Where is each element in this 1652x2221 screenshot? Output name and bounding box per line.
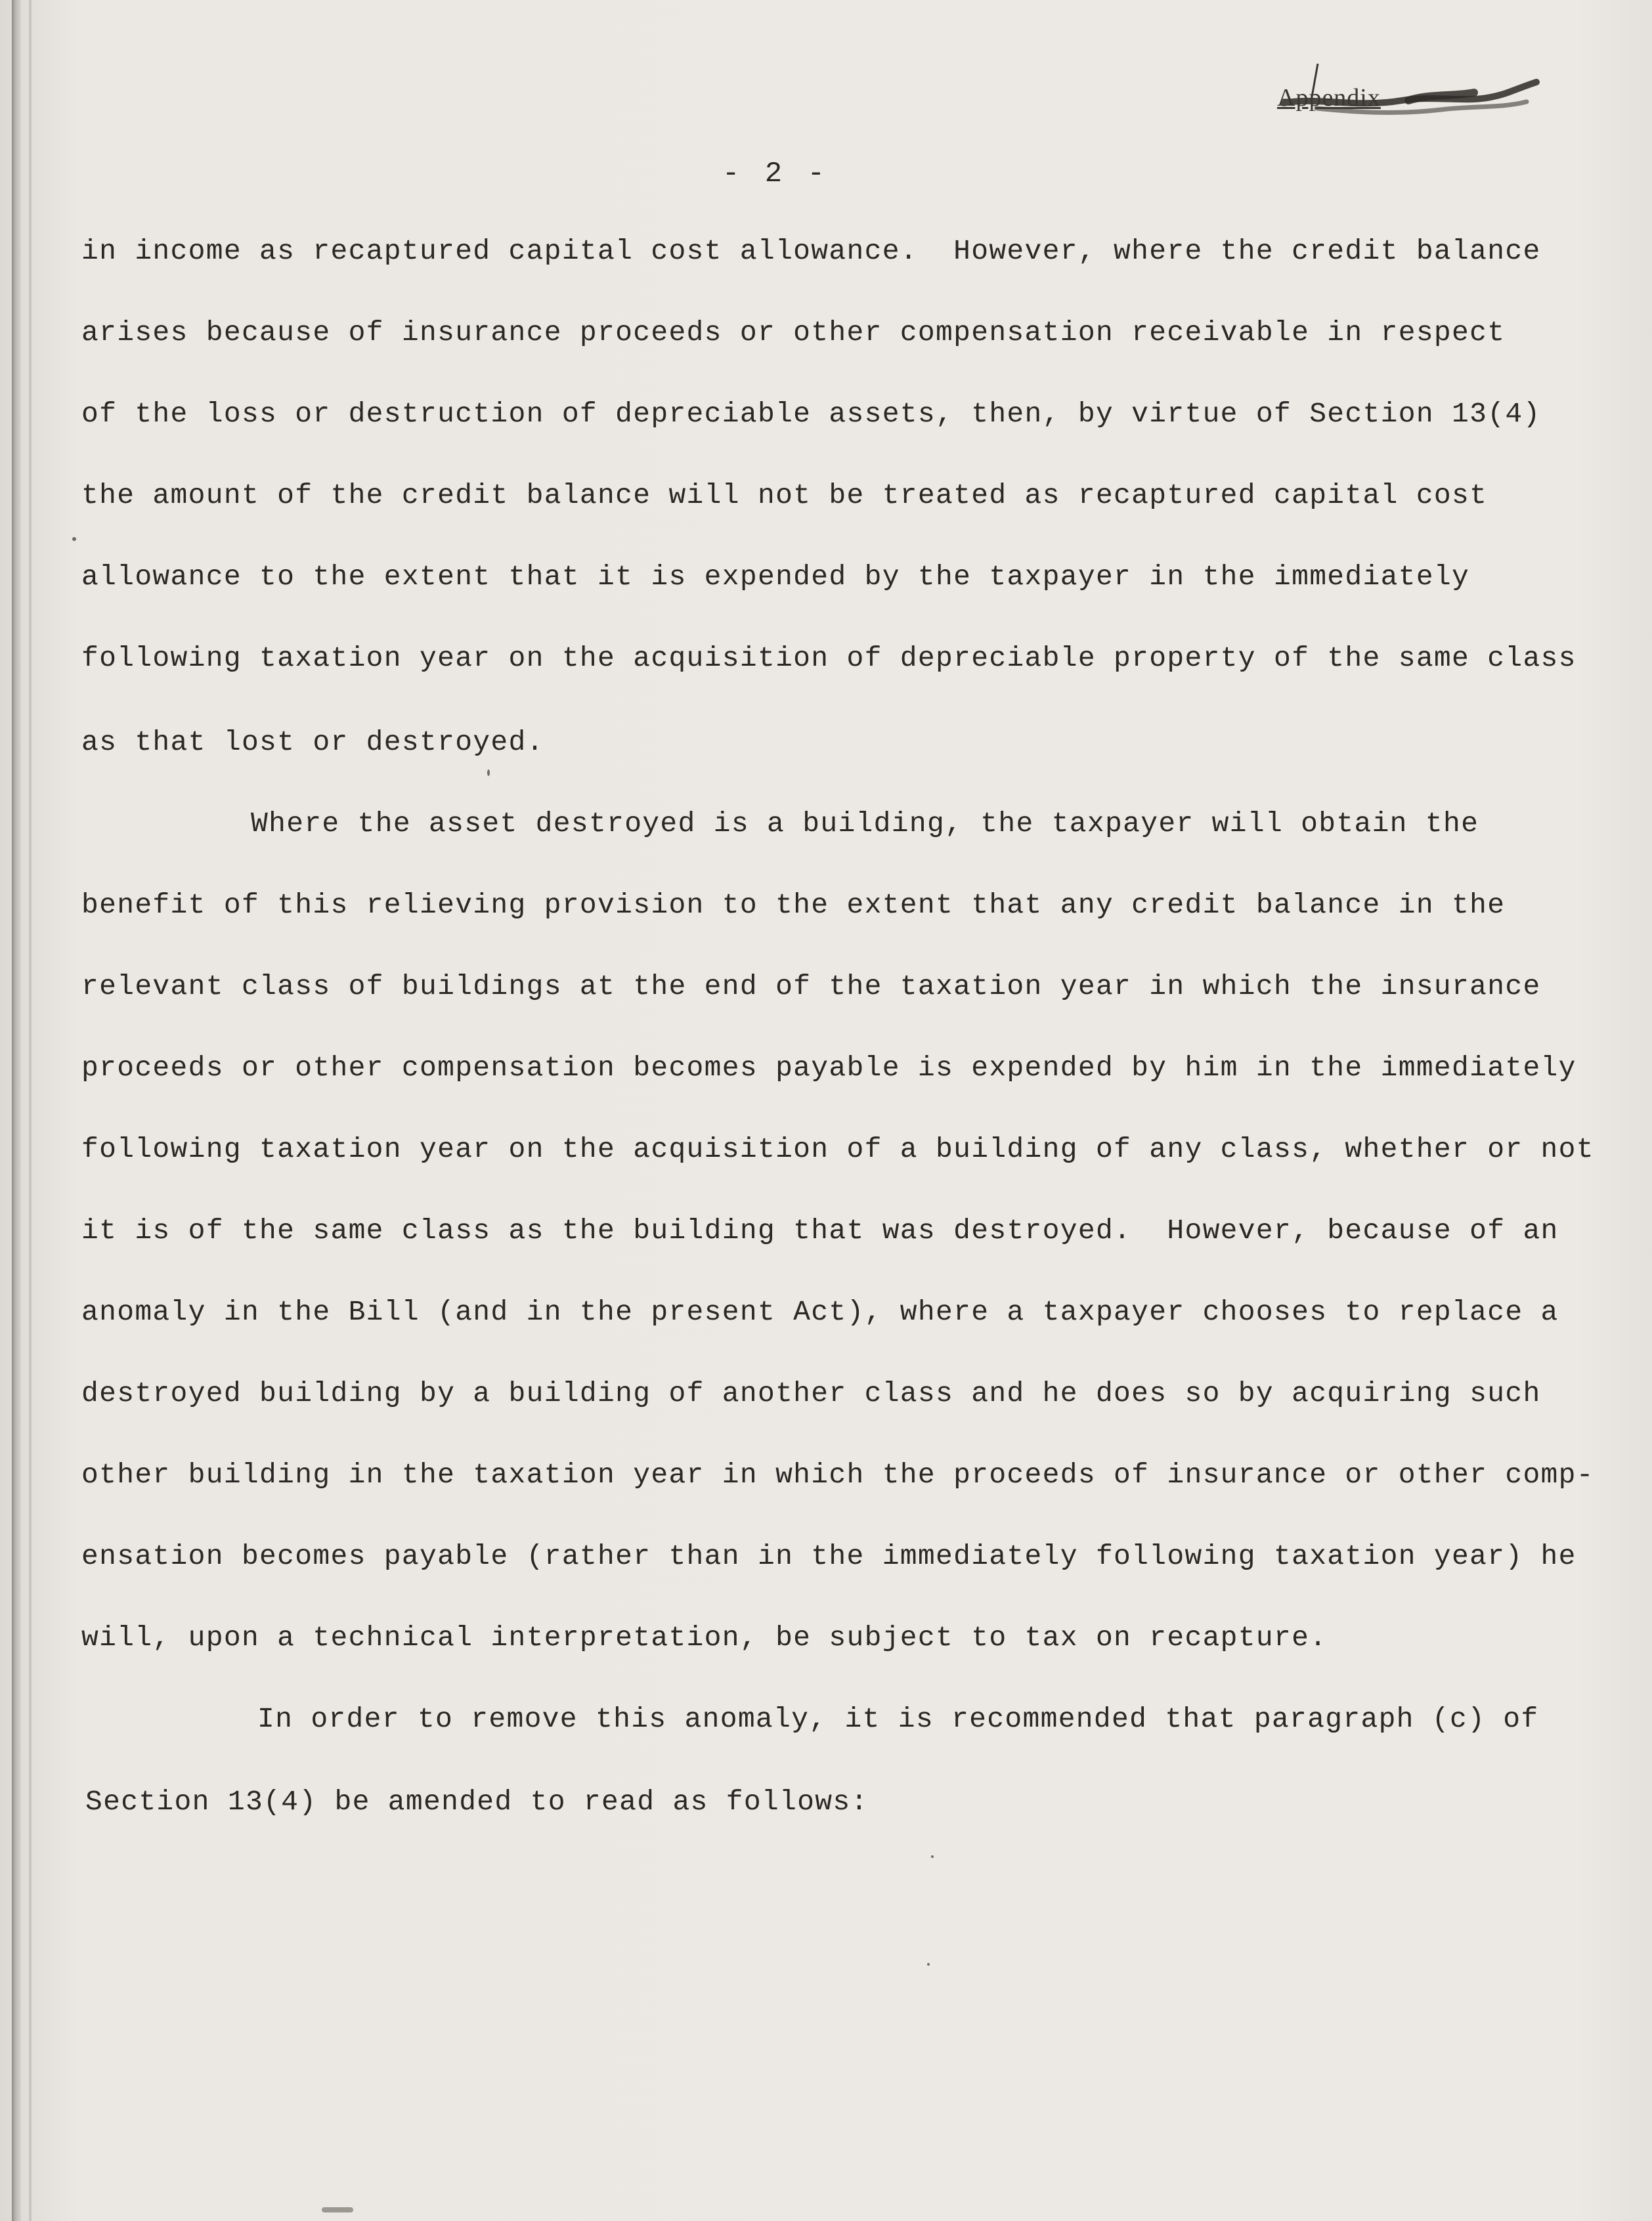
body-line: other building in the taxation year in which the proceeds of insurance or other comp- <box>81 1459 1594 1491</box>
body-line: following taxation year on the acquisition of depreciable property of the same class <box>81 642 1576 674</box>
body-line: will, upon a technical interpretation, be subject to tax on recapture. <box>81 1622 1328 1654</box>
paragraph-start-line: Where the asset destroyed is a building, the taxpayer will obtain the <box>251 808 1479 840</box>
body-line: relevant class of buildings at the end of the taxation year in which the insurance <box>81 970 1541 1003</box>
body-line: arises because of insurance proceeds or other compensation receivable in respect <box>81 316 1506 349</box>
stamp-text: Appendix <box>1277 84 1381 112</box>
body-line: as that lost or destroyed. <box>81 726 544 758</box>
binding-edge <box>12 0 21 2221</box>
body-line: it is of the same class as the building that was destroyed. However, because of an <box>81 1215 1559 1247</box>
paper-smudge <box>322 2207 353 2212</box>
page-number: - 2 - <box>722 158 829 190</box>
body-line: following taxation year on the acquisition of a building of any class, whether or not <box>81 1133 1594 1165</box>
paper-speck <box>487 769 490 776</box>
paper-speck <box>72 537 76 541</box>
body-line: allowance to the extent that it is expended by the taxpayer in the immediately <box>81 561 1470 593</box>
paper-speck <box>931 1855 934 1858</box>
paragraph-start-line: In order to remove this anomaly, it is recommended that paragraph (c) of <box>257 1703 1539 1735</box>
appendix-stamp <box>1277 62 1546 121</box>
body-line: anomaly in the Bill (and in the present Act), where a taxpayer chooses to replace a <box>81 1296 1559 1328</box>
body-line: benefit of this relieving provision to the extent that any credit balance in the <box>81 889 1506 921</box>
body-line: proceeds or other compensation becomes payable is expended by him in the immediately <box>81 1052 1576 1084</box>
binding-edge-shadow <box>29 0 32 2221</box>
body-line: the amount of the credit balance will not be treated as recaptured capital cost <box>81 479 1488 511</box>
paper-speck <box>927 1963 930 1966</box>
body-line: of the loss or destruction of depreciable assets, then, by virtue of Section 13(4) <box>81 398 1541 430</box>
body-line: in income as recaptured capital cost allowance. However, where the credit balance <box>81 235 1541 267</box>
body-line: destroyed building by a building of another class and he does so by acquiring such <box>81 1377 1541 1410</box>
body-line: ensation becomes payable (rather than in the immediately following taxation year) he <box>81 1540 1576 1572</box>
body-line: Section 13(4) be amended to read as follows: <box>85 1786 869 1818</box>
